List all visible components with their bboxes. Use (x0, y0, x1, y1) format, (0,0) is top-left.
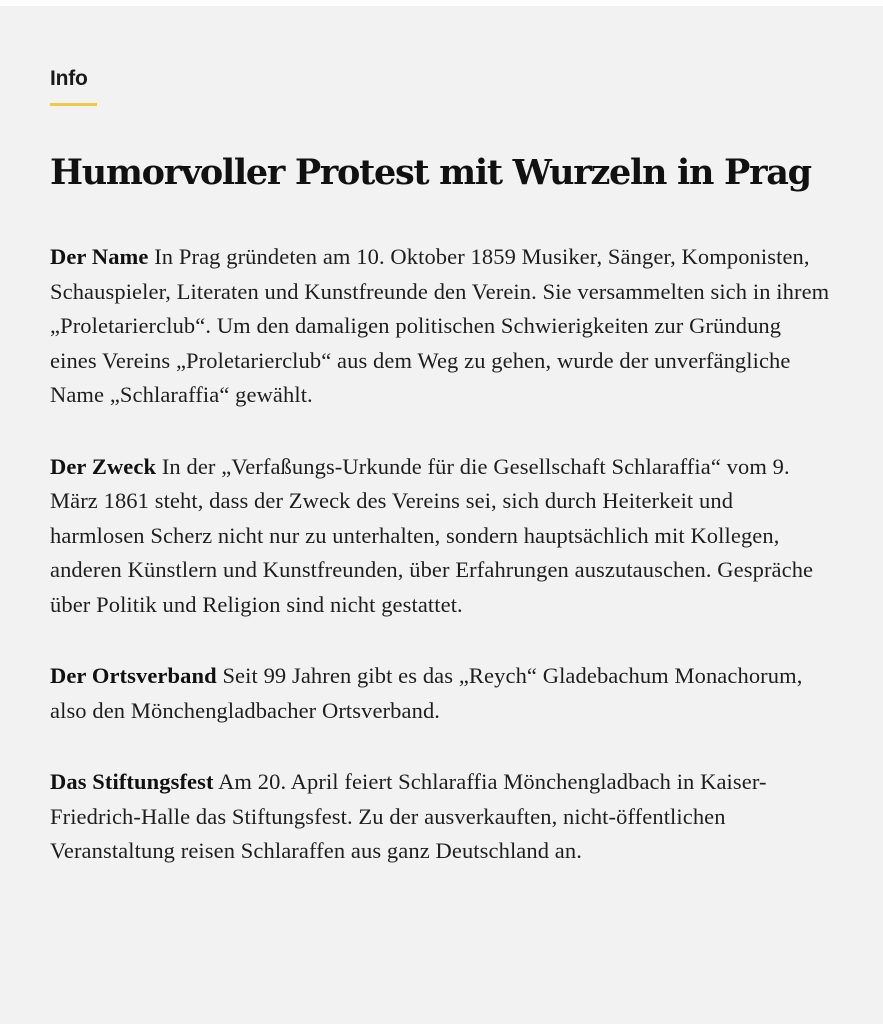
section-term: Der Zweck (50, 453, 157, 479)
section-foundation-festival (50, 765, 831, 869)
section-text: Seit 99 Jahren gibt es das „Reych“ Gladebachum Monachorum, also den Mönchengladbacher Ortsverband. (50, 663, 803, 723)
section-term: Das Stiftungsfest (50, 769, 214, 795)
section-purpose (50, 450, 831, 623)
section-text: In Prag gründeten am 10. Oktober 1859 Musiker, Sänger, Komponisten, Schauspieler, Literaten und Kunstfreunde den Verein. Sie versammelten sich in ihrem „Proletarierclub“. Um den damaligen politischen Schwierigkeiten zur Gründung eines Vereins „Proletarierclub“ aus dem Weg zu gehen, wurde der unverfängliche Name „Schlaraffia“ gewählt. (50, 244, 830, 408)
section-term: Der Ortsverband (50, 663, 217, 689)
info-sections (50, 240, 831, 869)
headline: Humorvoller Protest mit Wurzeln in Prag (50, 152, 811, 193)
kicker-underline (50, 103, 97, 106)
kicker-label: Info (50, 67, 88, 90)
section-local-chapter (50, 659, 831, 728)
section-name (50, 240, 831, 413)
info-box (0, 6, 883, 1024)
section-text: In der „Verfaßungs-Urkunde für die Gesellschaft Schlaraffia“ vom 9. März 1861 steht, dass der Zweck des Vereins sei, sich durch Heiterkeit und harmlosen Scherz nicht nur zu unterhalten, sondern hauptsächlich mit Kollegen, anderen Künstlern und Kunstfreunden, über Erfahrungen auszutauschen. Gespräche über Politik und Religion sind nicht gestattet. (50, 453, 814, 617)
section-text: Am 20. April feiert Schlaraffia Mönchengladbach in Kaiser-Friedrich-Halle das Stiftungsfest. Zu der ausverkauften, nicht-öffentlichen Veranstaltung reisen Schlaraffen aus ganz Deutschland an. (50, 769, 767, 864)
section-term: Der Name (50, 244, 149, 270)
